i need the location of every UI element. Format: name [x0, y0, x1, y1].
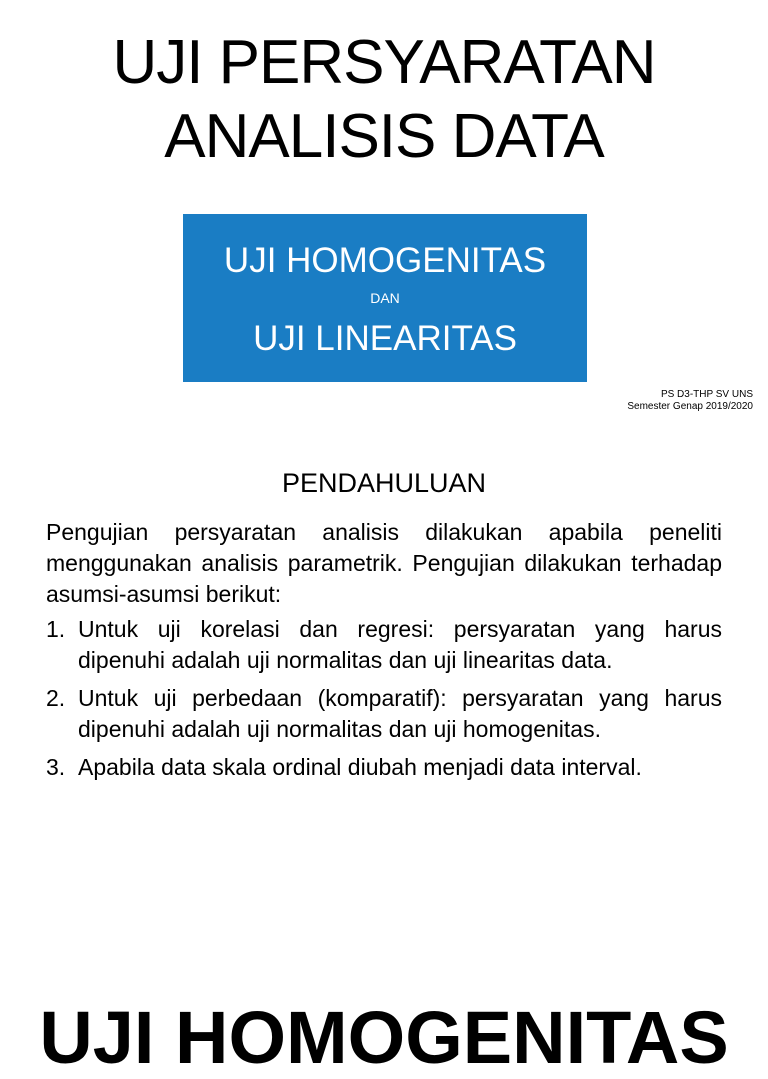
list-item: [46, 683, 722, 745]
list-item: [46, 614, 722, 676]
list-item-text: Apabila data skala ordinal diubah menjadi data interval.: [78, 754, 642, 780]
list-item-text: Untuk uji perbedaan (komparatif): persyaratan yang harus dipenuhi adalah uji normalitas dan uji homogenitas.: [78, 685, 722, 742]
slide-title-line2: ANALISIS DATA: [164, 102, 604, 171]
list-item-number: 1.: [46, 616, 66, 642]
slide-title: [0, 26, 768, 174]
list-item-number: 2.: [46, 685, 66, 711]
subtitle-connector: DAN: [370, 290, 400, 306]
author-credit: [627, 389, 753, 413]
section-heading: PENDAHULUAN: [281, 468, 487, 498]
list-item-text: Untuk uji korelasi dan regresi: persyaratan yang harus dipenuhi adalah uji normalitas dan uji linearitas data.: [78, 616, 722, 673]
slide-title-line1: UJI PERSYARATAN: [112, 28, 656, 97]
next-slide-title: UJI HOMOGENITAS: [39, 996, 729, 1079]
subtitle-line2: UJI LINEARITAS: [253, 319, 517, 358]
list-item-number: 3.: [46, 754, 66, 780]
section-content: [46, 517, 722, 790]
requirements-list: [46, 614, 722, 783]
intro-paragraph: Pengujian persyaratan analisis dilakukan apabila peneliti menggunakan analisis parametrik. Pengujian dilakukan terhadap asumsi-asumsi berikut:: [46, 519, 722, 607]
credit-program: PS D3-THP SV UNS: [660, 389, 753, 400]
subtitle-line1: UJI HOMOGENITAS: [223, 241, 547, 280]
list-item: [46, 752, 722, 783]
subtitle-box: [183, 214, 587, 382]
credit-semester: Semester Genap 2019/2020: [627, 401, 753, 412]
